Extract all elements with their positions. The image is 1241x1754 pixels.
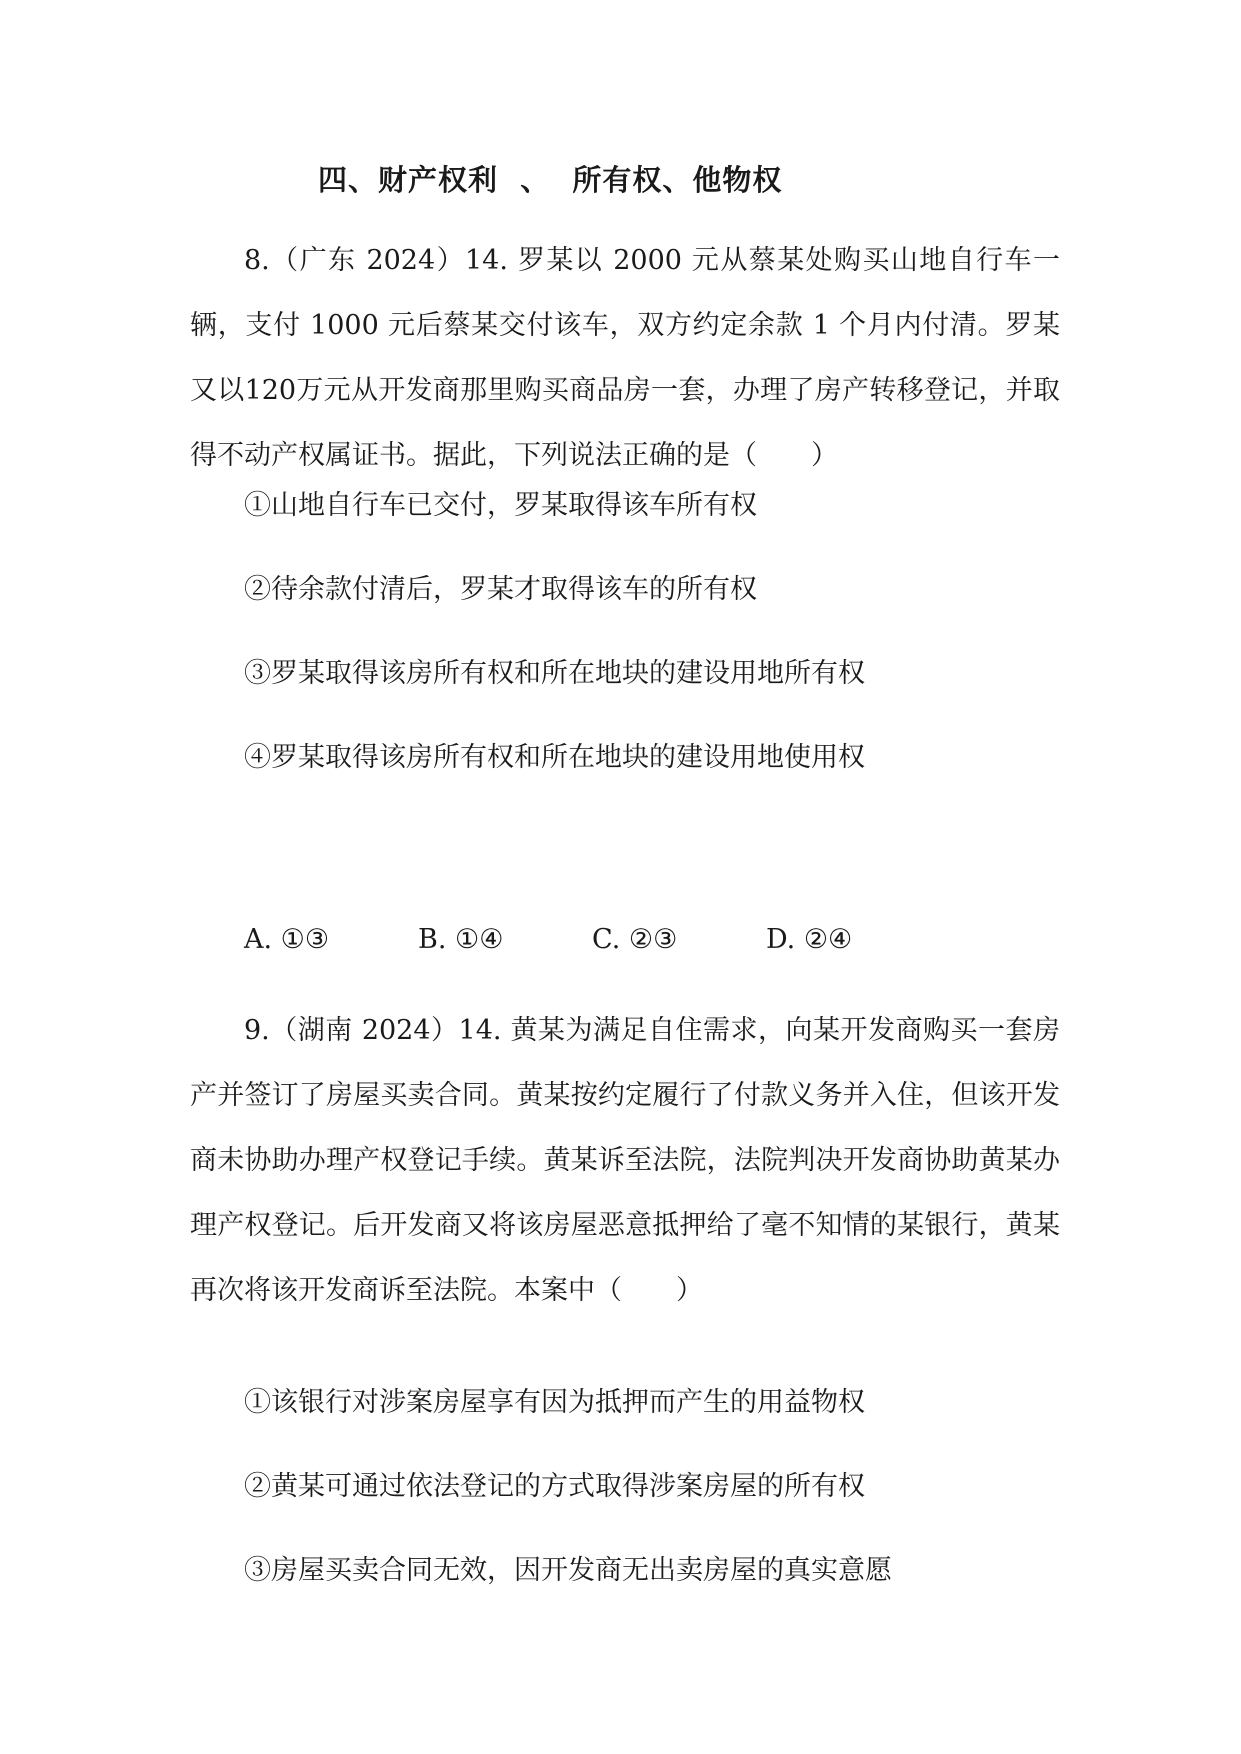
- question-8-statement-1: ①山地自行车已交付，罗某取得该车所有权: [244, 490, 757, 521]
- section-title: 四、财产权利 、 所有权、他物权: [318, 163, 783, 197]
- question-9-stem: 9.（湖南 2024）14. 黄某为满足自住需求，向某开发商购买一套房产并签订了房屋买卖合同。黄某按约定履行了付款义务并入住，但该开发商未协助办理产权登记手续。黄某诉至法院，法院判决开发商协助黄某办理产权登记。后开发商又将该房屋恶意抵押给了毫不知情的某银行，黄某再次将该开发商诉至法院。本案中（ ）: [190, 1015, 1060, 1306]
- question-8-statement-2: ②待余款付清后，罗某才取得该车的所有权: [244, 574, 757, 605]
- question-9-statement-1: ①该银行对涉案房屋享有因为抵押而产生的用益物权: [244, 1387, 865, 1418]
- question-9-statement-2: ②黄某可通过依法登记的方式取得涉案房屋的所有权: [244, 1471, 865, 1502]
- choice-b: B. ①④: [418, 924, 504, 955]
- choice-c: C. ②③: [592, 924, 678, 955]
- question-8-statement-4: ④罗某取得该房所有权和所在地块的建设用地使用权: [244, 742, 865, 773]
- question-9-statement-3: ③房屋买卖合同无效，因开发商无出卖房屋的真实意愿: [244, 1555, 892, 1586]
- choice-d: D. ②④: [766, 924, 853, 955]
- question-8-choices: [244, 920, 852, 960]
- question-8-statement-3: ③罗某取得该房所有权和所在地块的建设用地所有权: [244, 658, 865, 689]
- choice-a: A. ①③: [244, 924, 330, 955]
- question-8-stem: 8.（广东 2024）14. 罗某以 2000 元从蔡某处购买山地自行车一辆，支付 1000 元后蔡某交付该车，双方约定余款 1 个月内付清。罗某又以120万元从开发商那里购买商品房一套，办理了房产转移登记，并取得不动产权属证书。据此，下列说法正确的是（ ）: [190, 245, 1060, 471]
